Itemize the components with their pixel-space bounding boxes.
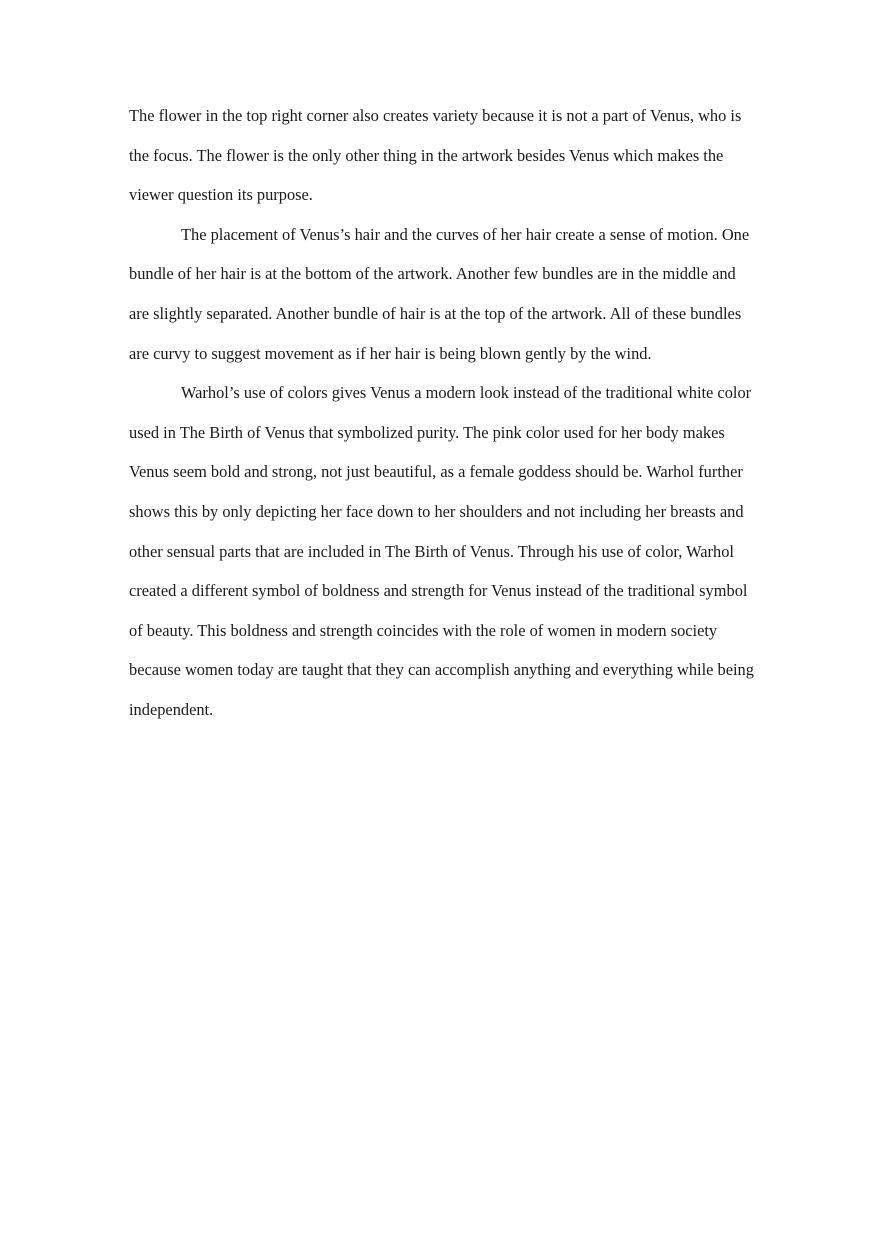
body-text <box>129 96 754 730</box>
paragraph-color: Warhol’s use of colors gives Venus a modern look instead of the traditional white color used in The Birth of Venus that symbolized purity. The pink color used for her body makes Venus seem bold and strong, not just beautiful, as a female goddess should be. Warhol further shows this by only depicting her face down to her shoulders and not including her breasts and other sensual parts that are included in The Birth of Venus. Through his use of color, Warhol created a different symbol of boldness and strength for Venus instead of the traditional symbol of beauty. This boldness and strength coincides with the role of women in modern society because women today are taught that they can accomplish anything and everything while being independent. <box>129 383 754 719</box>
paragraph-hair-motion: The placement of Venus’s hair and the curves of her hair create a sense of motion. One bundle of her hair is at the bottom of the artwork. Another few bundles are in the middle and are slightly separated. Another bundle of hair is at the top of the artwork. All of these bundles are curvy to suggest movement as if her hair is being blown gently by the wind. <box>129 224 750 363</box>
paragraph-continuation: The flower in the top right corner also creates variety because it is not a part of Venus, who is the focus. The flower is the only other thing in the artwork besides Venus which makes the viewer question its purpose. <box>129 106 742 205</box>
